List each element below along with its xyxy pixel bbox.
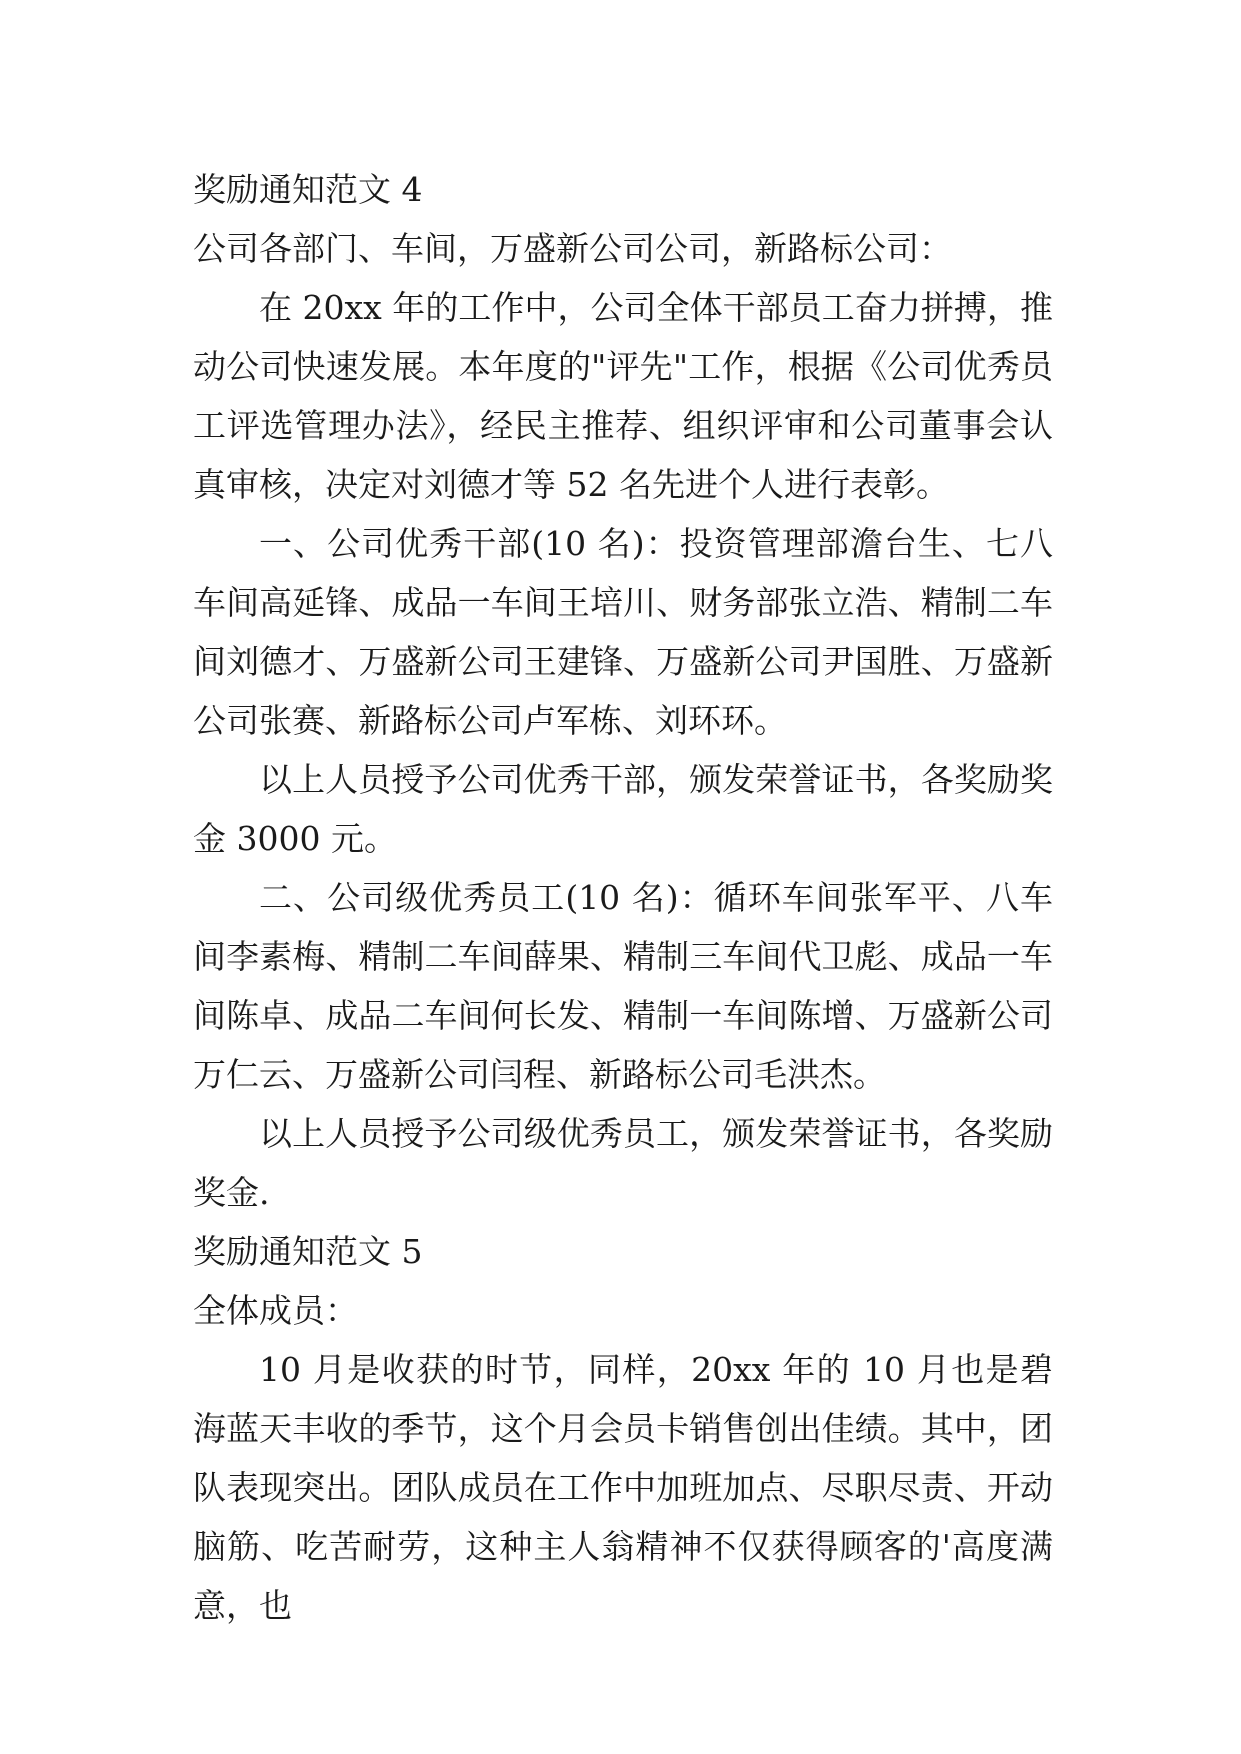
section-heading: 奖励通知范文 4 xyxy=(193,170,423,209)
document-page xyxy=(193,160,1053,1635)
section-heading: 奖励通知范文 5 xyxy=(193,1232,423,1271)
body-paragraph: 在 20xx 年的工作中，公司全体干部员工奋力拼搏，推动公司快速发展。本年度的"评先"工作，根据《公司优秀员工评选管理办法》，经民主推荐、组织评审和公司董事会认真审核，决定对刘德才等 52 名先进个人进行表彰。 xyxy=(193,288,1053,504)
body-paragraph: 以上人员授予公司优秀干部，颁发荣誉证书，各奖励奖金 3000 元。 xyxy=(193,760,1053,858)
body-paragraph: 10 月是收获的时节，同样，20xx 年的 10 月也是碧海蓝天丰收的季节，这个月会员卡销售创出佳绩。其中，团队表现突出。团队成员在工作中加班加点、尽职尽责、开动脑筋、吃苦耐劳，这种主人翁精神不仅获得顾客的'高度满意，也 xyxy=(193,1350,1053,1625)
body-paragraph: 一、公司优秀干部(10 名)：投资管理部澹台生、七八车间高延锋、成品一车间王培川、财务部张立浩、精制二车间刘德才、万盛新公司王建锋、万盛新公司尹国胜、万盛新公司张赛、新路标公司卢军栋、刘环环。 xyxy=(193,524,1053,740)
body-paragraph: 二、公司级优秀员工(10 名)：循环车间张军平、八车间李素梅、精制二车间薛果、精制三车间代卫彪、成品一车间陈卓、成品二车间何长发、精制一车间陈增、万盛新公司万仁云、万盛新公司闫程、新路标公司毛洪杰。 xyxy=(193,878,1053,1094)
notice-section-4 xyxy=(193,160,1053,1222)
notice-section-5 xyxy=(193,1222,1053,1635)
salutation: 公司各部门、车间，万盛新公司公司，新路标公司： xyxy=(193,229,952,268)
body-paragraph: 以上人员授予公司级优秀员工，颁发荣誉证书，各奖励奖金. xyxy=(193,1114,1053,1212)
salutation: 全体成员： xyxy=(193,1291,358,1330)
